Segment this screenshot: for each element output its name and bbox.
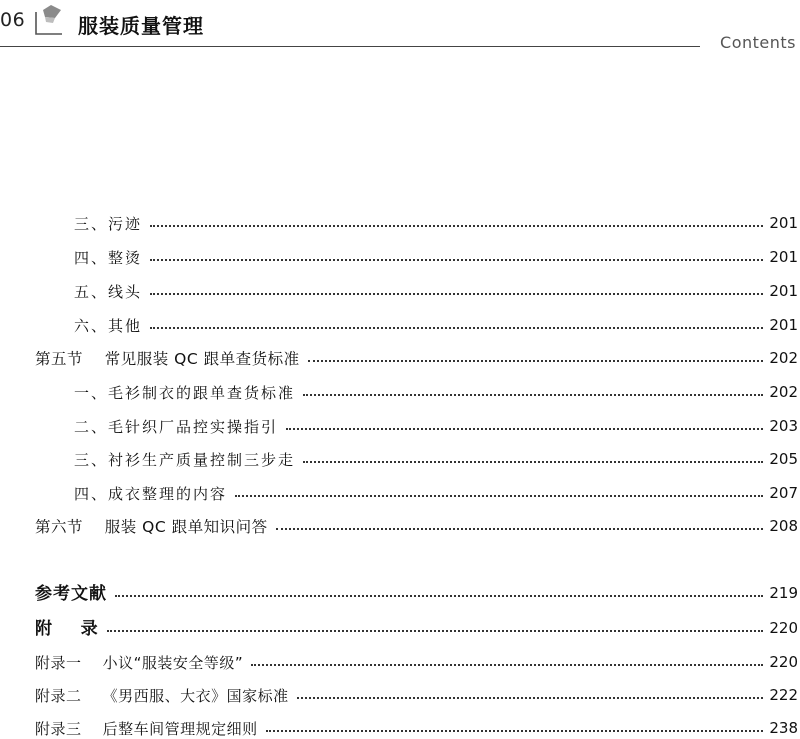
toc-entry-title: 一、毛衫制衣的跟单查货标准 <box>74 384 296 402</box>
toc-entry-page: 202 <box>769 383 798 401</box>
toc-appendix-entry[interactable] <box>0 678 800 706</box>
toc-entry[interactable] <box>0 206 800 234</box>
toc-entry-title: 附 录 <box>35 619 99 639</box>
contents-label: Contents <box>720 33 796 52</box>
toc-entry[interactable] <box>0 308 800 336</box>
toc-entry-page: 238 <box>769 719 798 737</box>
dot-leader <box>150 327 763 329</box>
toc-entry-page: 219 <box>769 584 798 602</box>
toc-entry-title: 附录三 后整车间管理规定细则 <box>35 720 258 738</box>
dot-leader <box>308 360 764 362</box>
toc-entry-title: 三、衬衫生产质量控制三步走 <box>74 451 296 469</box>
toc-entry-page: 222 <box>769 686 798 704</box>
dot-leader <box>150 225 763 227</box>
toc-entry-page: 201 <box>769 214 798 232</box>
toc-entry-page: 202 <box>769 349 798 367</box>
toc-entry-page: 205 <box>769 450 798 468</box>
toc-entry-title: 三、污迹 <box>74 215 143 233</box>
toc-entry[interactable] <box>0 442 800 470</box>
toc-entry-page: 203 <box>769 417 798 435</box>
toc-entry-page: 201 <box>769 316 798 334</box>
toc-entry-title: 附录二 《男西服、大衣》国家标准 <box>35 687 289 705</box>
toc-entry-title: 六、其他 <box>74 317 143 335</box>
toc-entry-page: 201 <box>769 282 798 300</box>
toc-section-entry[interactable] <box>0 341 800 369</box>
dot-leader <box>303 461 763 463</box>
toc-entry-page: 201 <box>769 248 798 266</box>
toc-entry[interactable] <box>0 274 800 302</box>
dot-leader <box>115 595 763 597</box>
toc-entry-title: 第五节 常见服装 QC 跟单查货标准 <box>35 350 300 368</box>
page-number: 06 <box>0 9 26 31</box>
toc-major-entry[interactable] <box>0 611 800 639</box>
dot-leader <box>107 630 764 632</box>
dot-leader <box>150 259 763 261</box>
toc-entry-page: 207 <box>769 484 798 502</box>
dot-leader <box>150 293 763 295</box>
dot-leader <box>286 428 763 430</box>
toc-entry-page: 220 <box>769 653 798 671</box>
toc-major-entry[interactable] <box>0 576 800 604</box>
toc-entry-page: 208 <box>769 517 798 535</box>
toc-entry-title: 二、毛针织厂品控实操指引 <box>74 418 279 436</box>
toc-entry[interactable] <box>0 409 800 437</box>
toc-section-entry[interactable] <box>0 509 800 537</box>
folded-page-icon <box>34 4 64 36</box>
book-title: 服装质量管理 <box>78 14 204 38</box>
toc-entry-page: 220 <box>769 619 798 637</box>
toc-entry-title: 附录一 小议“服装安全等级” <box>35 654 244 672</box>
dot-leader <box>251 664 763 666</box>
toc-entry[interactable] <box>0 375 800 403</box>
toc-entry[interactable] <box>0 476 800 504</box>
dot-leader <box>276 528 764 530</box>
toc-entry-title: 四、整烫 <box>74 249 143 267</box>
dot-leader <box>266 730 764 732</box>
toc-entry-title: 第六节 服装 QC 跟单知识问答 <box>35 518 268 536</box>
toc-entry-title: 参考文献 <box>35 584 107 604</box>
dot-leader <box>303 394 763 396</box>
toc-entry-title: 五、线头 <box>74 283 143 301</box>
page-header <box>0 0 800 56</box>
toc-appendix-entry[interactable] <box>0 711 800 739</box>
toc-entry-title: 四、成衣整理的内容 <box>74 485 228 503</box>
toc-entry[interactable] <box>0 240 800 268</box>
header-rule <box>0 46 700 47</box>
toc-appendix-entry[interactable] <box>0 645 800 673</box>
dot-leader <box>235 495 763 497</box>
dot-leader <box>297 697 764 699</box>
